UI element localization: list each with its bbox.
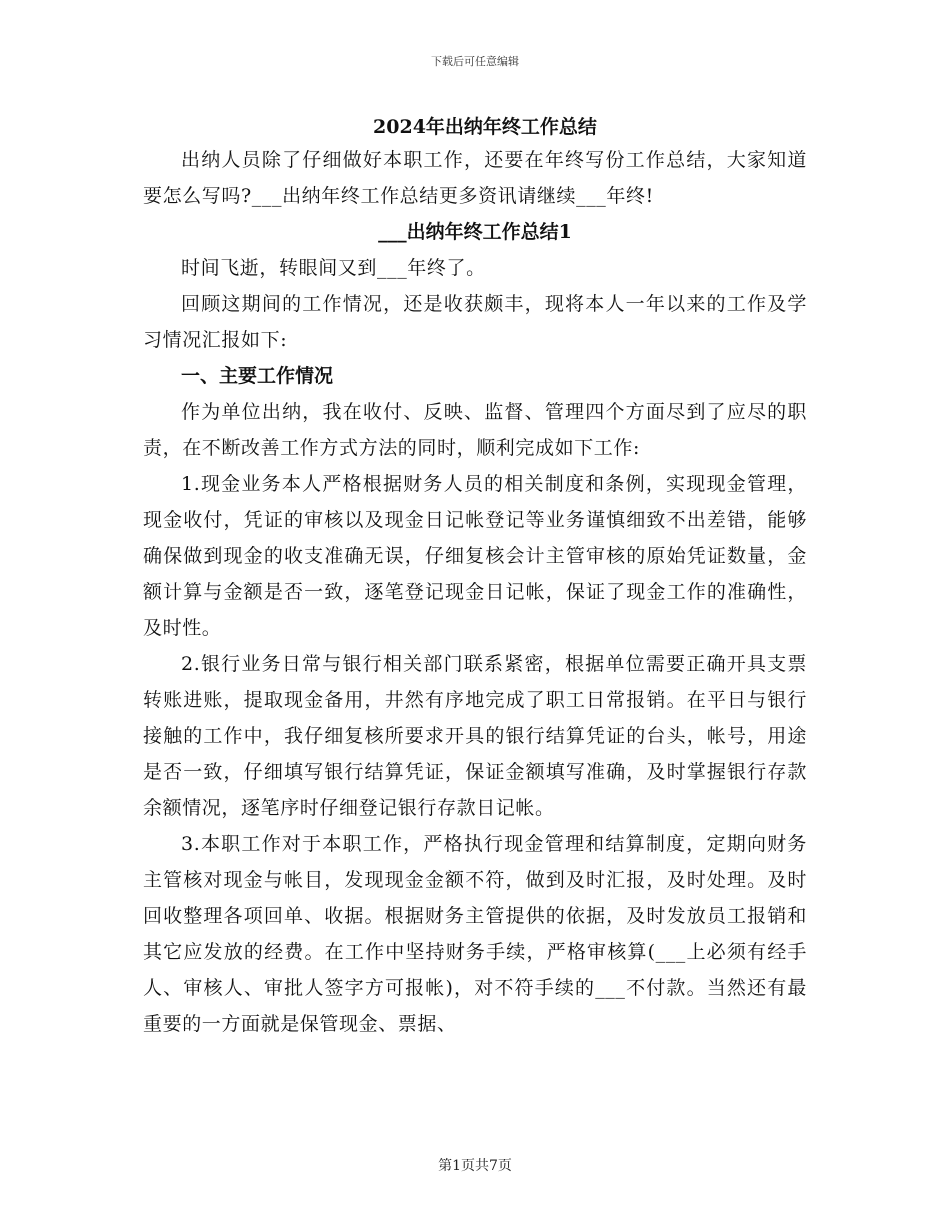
header-note: 下载后可任意编辑 <box>431 55 519 68</box>
section-subtitle: ___出纳年终工作总结1 <box>378 221 572 243</box>
document-title: 2024年出纳年终工作总结 <box>373 116 597 138</box>
document-body <box>143 112 807 1042</box>
page-footer: 第1页共7页 <box>438 1158 512 1174</box>
paragraph-4: 1.现金业务本人严格根据财务人员的相关制度和条例，实现现金管理，现金收付，凭证的审核以及现金日记帐登记等业务谨慎细致不出差错，能够确保做到现金的收支准确无误，仔细复核会计主管审核的原始凭证数量，金额计算与金额是否一致，逐笔登记现金日记帐，保证了现金工作的准确性，及时性。 <box>143 473 807 639</box>
paragraph-6: 3.本职工作对于本职工作，严格执行现金管理和结算制度，定期向财务主管核对现金与帐目，发现现金金额不符，做到及时汇报，及时处理。及时回收整理各项回单、收据。根据财务主管提供的依据，及时发放员工报销和其它应发放的经费。在工作中坚持财务手续，严格审核算(___上必须有经手人、审核人、审批人签字方可报帐)，对不符手续的___不付款。当然还有最重要的一方面就是保管现金、票据、 <box>143 833 807 1035</box>
paragraph-2: 回顾这期间的工作情况，还是收获颇丰，现将本人一年以来的工作及学习情况汇报如下: <box>143 293 807 351</box>
paragraph-5: 2.银行业务日常与银行相关部门联系紧密，根据单位需要正确开具支票转账进账，提取现金备用，井然有序地完成了职工日常报销。在平日与银行接触的工作中，我仔细复核所要求开具的银行结算凭证的台头，帐号，用途是否一致，仔细填写银行结算凭证，保证金额填写准确，及时掌握银行存款余额情况，逐笔序时仔细登记银行存款日记帐。 <box>143 653 807 819</box>
intro-paragraph: 出纳人员除了仔细做好本职工作，还要在年终写份工作总结，大家知道要怎么写吗?___出纳年终工作总结更多资讯请继续___年终! <box>143 149 807 207</box>
paragraph-1: 时间飞逝，转眼间又到___年终了。 <box>181 257 486 279</box>
section-heading-1: 一、主要工作情况 <box>181 365 334 387</box>
paragraph-3: 作为单位出纳，我在收付、反映、监督、管理四个方面尽到了应尽的职责，在不断改善工作方式方法的同时，顺利完成如下工作: <box>143 401 807 459</box>
